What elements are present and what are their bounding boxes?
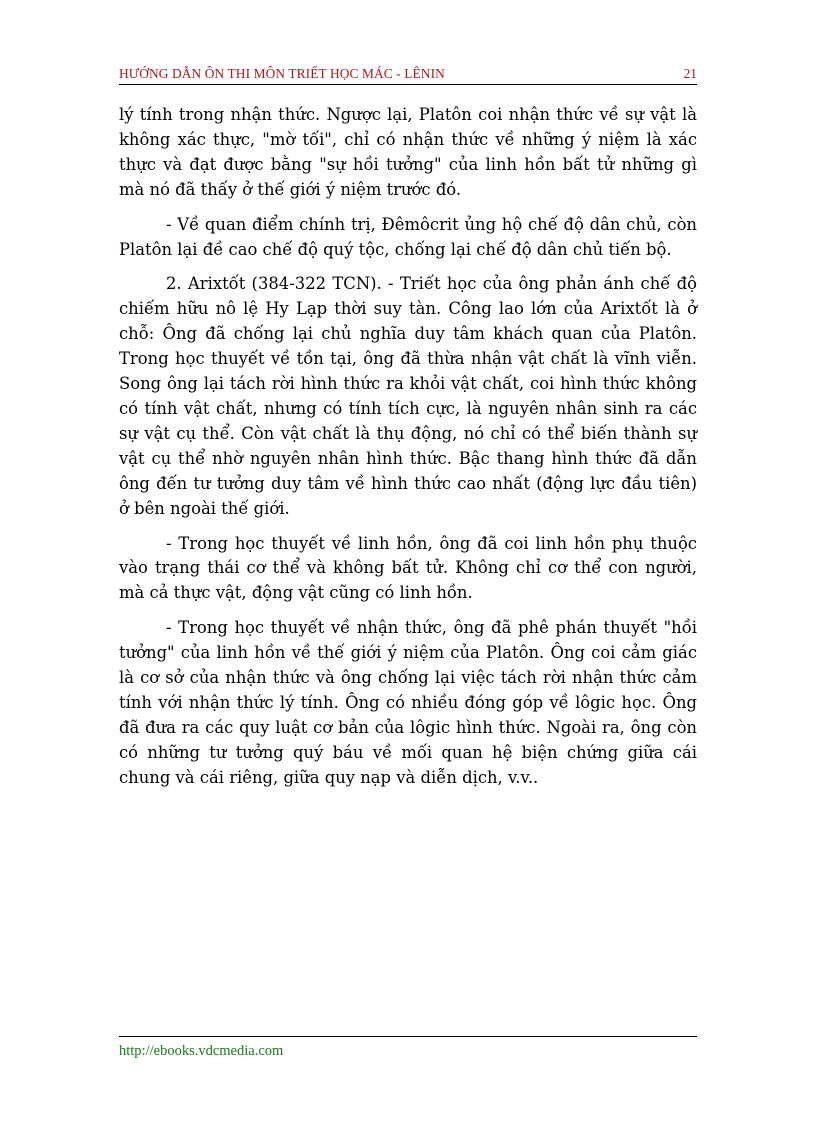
paragraph-soul-theory: - Trong học thuyết về linh hồn, ông đã coi linh hồn phụ thuộc vào trạng thái cơ thể và không bất tử. Không chỉ cơ thể con người, mà cả thực vật, động vật cũng có linh hồn.	[119, 533, 697, 603]
page-body	[119, 103, 697, 801]
footer-link[interactable]: http://ebooks.vdcmedia.com	[119, 1043, 284, 1059]
paragraph-cognition-theory: - Trong học thuyết về nhận thức, ông đã phê phán thuyết "hồi tưởng" của linh hồn về thế giới ý niệm của Platôn. Ông coi cảm giác là cơ sở của nhận thức và ông chống lại việc tách rời nhận thức cảm tính với nhận thức lý tính. Ông có nhiều đóng góp về lôgic học. Ông đã đưa ra các quy luật cơ bản của lôgic hình thức. Ngoài ra, ông còn có những tư tưởng quý báu về mối quan hệ biện chứng giữa cái chung và cái riêng, giữa quy nạp và diễn dịch, v.v..	[119, 618, 697, 787]
page-number: 21	[683, 66, 697, 81]
header-title: HƯỚNG DẪN ÔN THI MÔN TRIẾT HỌC MÁC - LÊNIN	[119, 66, 445, 81]
paragraph-continuation: lý tính trong nhận thức. Ngược lại, Platôn coi nhận thức về sự vật là không xác thực, "mờ tối", chỉ có nhận thức về những ý niệm là xác thực và đạt được bằng "sự hồi tưởng" của linh hồn bất tử những gì mà nó đã thấy ở thế giới ý niệm trước đó.	[119, 105, 697, 199]
paragraph-aristotle-intro: 2. Arixtốt (384-322 TCN). - Triết học của ông phản ánh chế độ chiếm hữu nô lệ Hy Lạp thời suy tàn. Công lao lớn của Arixtốt là ở chỗ: Ông đã chống lại chủ nghĩa duy tâm khách quan của Platôn. Trong học thuyết về tồn tại, ông đã thừa nhận vật chất là vĩnh viễn. Song ông lại tách rời hình thức ra khỏi vật chất, coi hình thức không có tính vật chất, nhưng có tính tích cực, là nguyên nhân sinh ra các sự vật cụ thể. Còn vật chất là thụ động, nó chỉ có thể biến thành sự vật cụ thể nhờ nguyên nhân hình thức. Bậc thang hình thức đã dẫn ông đến tư tưởng duy tâm về hình thức cao nhất (động lực đầu tiên) ở bên ngoài thế giới.	[119, 274, 697, 518]
page-footer	[119, 1036, 697, 1059]
paragraph-political-view: - Về quan điểm chính trị, Đêmôcrit ủng hộ chế độ dân chủ, còn Platôn lại đề cao chế độ quý tộc, chống lại chế độ dân chủ tiến bộ.	[119, 214, 697, 259]
page-header	[119, 64, 697, 85]
